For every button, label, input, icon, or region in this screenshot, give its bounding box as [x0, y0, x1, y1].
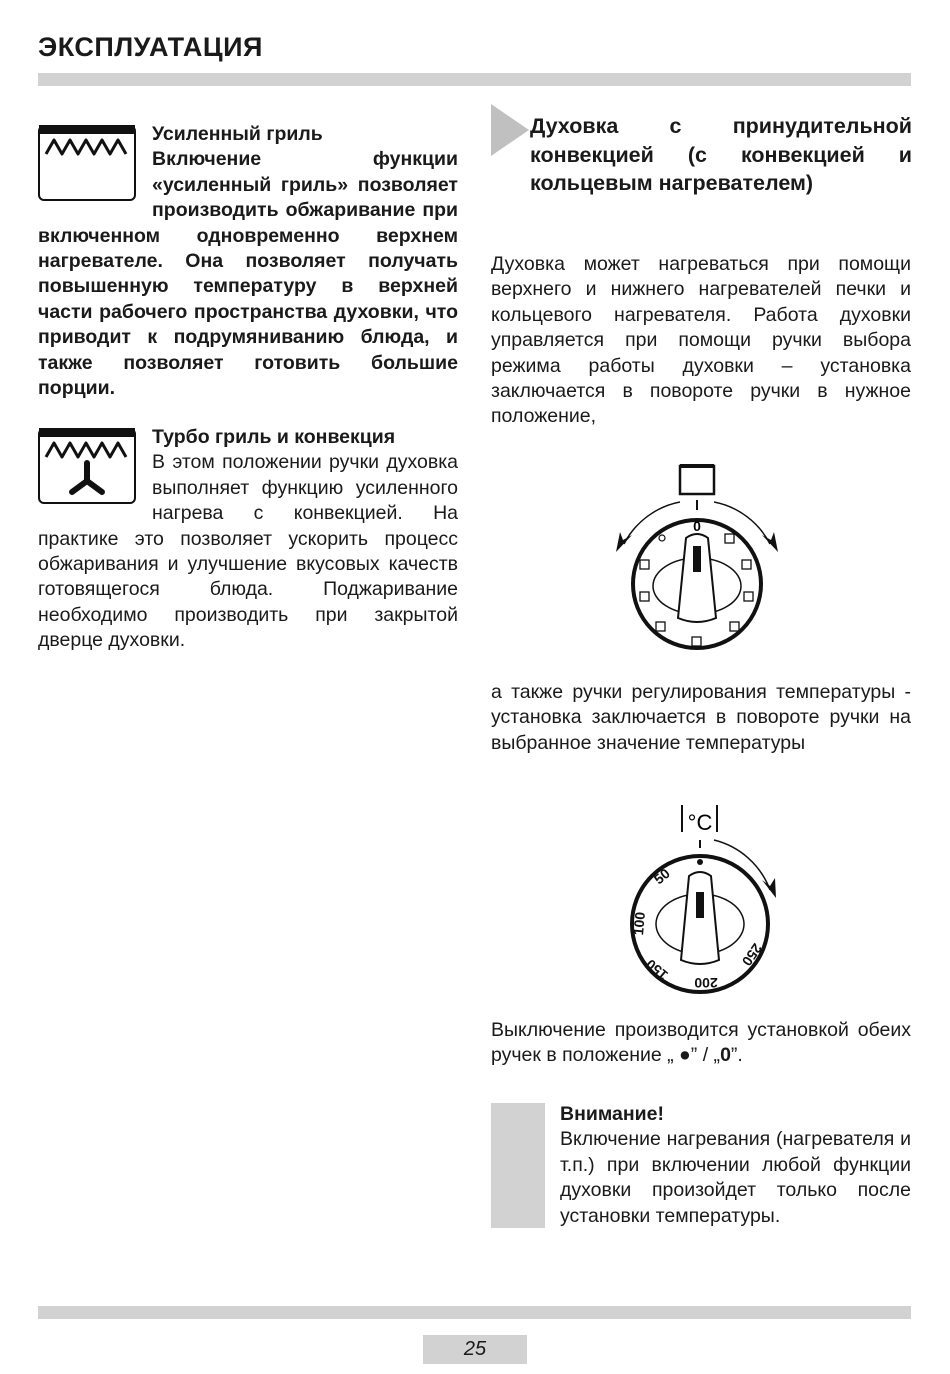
off-text-end: ”.	[730, 1044, 743, 1067]
knob-zero-label: 0	[693, 518, 701, 534]
temperature-paragraph	[491, 680, 911, 756]
page-number: 25	[423, 1335, 527, 1364]
scale-label-150: 150	[642, 956, 671, 984]
section-body: В этом положении ручки духовка выполняет функцию усиленного нагрева с конвекцией. На практике это позволяет ускорить процесс обжаривания и улучшение вкусовых качеств готовящегося блюда. Поджаривание необходимо производить при закрытой дверце духовки.	[38, 451, 458, 652]
mode-selector-knob-diagram	[610, 462, 790, 667]
section-title: Усиленный гриль	[152, 123, 323, 145]
upper-grill-icon	[38, 122, 136, 198]
paragraph-text	[491, 1018, 911, 1069]
footer-rule	[38, 1306, 911, 1319]
page-title: ЭКСПЛУАТАЦИЯ	[38, 32, 263, 62]
attention-note	[560, 1102, 911, 1229]
turbo-grill-fan-icon	[38, 425, 136, 501]
note-title: Внимание!	[560, 1103, 664, 1125]
section-upper-grill	[38, 122, 458, 401]
paragraph-text: а также ручки регулирования температуры - установка заключается в повороте ручки на выбранное значение температуры	[491, 681, 911, 754]
off-text: Выключение производится установкой обеих ручек в положение „ ●” / „	[491, 1019, 911, 1067]
note-body: Включение нагревания (нагревателя и т.п.) при включении любой функции духовки произойдет только после установки температуры.	[560, 1128, 911, 1227]
scale-label-250: 250	[738, 940, 766, 970]
section-heading: Духовка с принудительной конвекцией (с конвекцией и кольцевым нагревателем)	[530, 114, 912, 195]
header-rule	[38, 73, 911, 86]
temperature-knob-diagram	[620, 800, 790, 1000]
scale-label-50: 50	[650, 865, 673, 888]
note-marker	[491, 1103, 545, 1228]
section-body: Включение функции «усиленный гриль» позволяет производить обжаривание при включенном одновременно верхнем нагревателе. Она позволяет получать повышенную температуру в верхней части рабочего пространства духовки, что приводит к подрумяниванию блюда, и также позволяет готовить большие порции.	[38, 148, 458, 400]
scale-label-100: 100	[630, 911, 649, 936]
intro-paragraph	[491, 252, 911, 430]
celsius-unit-label: °C	[687, 810, 713, 835]
section-turbo-grill	[38, 425, 458, 654]
paragraph-text: Духовка может нагреваться при помощи верхнего и нижнего нагревателей печки и кольцевого нагревателя. Работа духовки управляется при помощи ручки выбора режима работы духовки – установка заключается в повороте ручки в нужное положение,	[491, 253, 911, 428]
section-marker-triangle-icon	[491, 104, 529, 156]
scale-label-200: 200	[694, 975, 718, 991]
off-paragraph	[491, 1018, 911, 1069]
off-zero: 0	[720, 1044, 731, 1067]
section-title: Турбо гриль и конвекция	[152, 426, 396, 448]
